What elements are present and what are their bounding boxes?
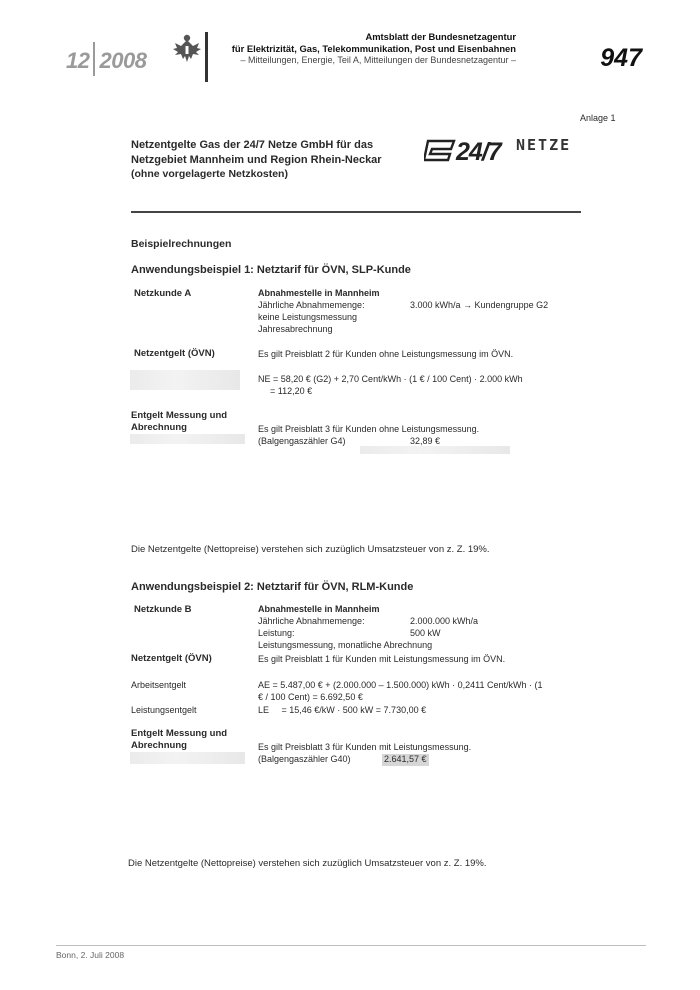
issue-number: 12 bbox=[66, 48, 90, 73]
footer-rule bbox=[56, 945, 646, 946]
footer-place-date: Bonn, 2. Juli 2008 bbox=[56, 950, 125, 960]
vat-note-1: Die Netzentgelte (Nettopreise) verstehen sich zuzüglich Umsatzsteuer von z. Z. 19%. bbox=[131, 544, 490, 555]
journal-title-line1: Amtsblatt der Bundesnetzagentur bbox=[365, 31, 516, 42]
example2-consumption-value: 2.000.000 kWh/a bbox=[410, 616, 479, 626]
example1-meter-type: (Balgengaszähler G4) bbox=[258, 436, 346, 446]
example2-meter-type: (Balgengaszähler G40) bbox=[258, 754, 351, 764]
netze-logo bbox=[424, 134, 584, 172]
example2-metering-text: Es gilt Preisblatt 3 für Kunden mit Leistungsmessung. bbox=[258, 742, 472, 752]
example1-no-metering: keine Leistungsmessung bbox=[258, 312, 358, 322]
example1-heading: Anwendungsbeispiel 1: Netztarif für ÖVN, SLP-Kunde bbox=[131, 264, 411, 276]
page-number: 947 bbox=[600, 44, 642, 72]
document-title-line2: Netzgebiet Mannheim und Region Rhein-Neckar bbox=[131, 154, 382, 166]
document-title-line3: (ohne vorgelagerte Netzkosten) bbox=[131, 168, 288, 180]
example1-metering-label-line2: Abrechnung bbox=[131, 422, 187, 433]
example1-site: Abnahmestelle in Mannheim bbox=[258, 288, 380, 298]
example1-formula-line2: = 112,20 € bbox=[270, 386, 313, 396]
example2-power-fee-label: Leistungsentgelt bbox=[131, 705, 197, 715]
example1-consumption-value: 3.000 kWh/a → Kundengruppe G2 bbox=[410, 300, 549, 310]
example2-metering-billing: Leistungsmessung, monatliche Abrechnung bbox=[258, 640, 433, 650]
issue-label bbox=[66, 42, 146, 76]
example2-power-value: 500 kW bbox=[410, 628, 441, 638]
example2-power-label: Leistung: bbox=[258, 628, 295, 638]
netze-logo-mark-icon bbox=[424, 138, 458, 164]
redacted-area bbox=[130, 752, 245, 764]
example2-power-formula: LE = 15,46 €/kW · 500 kW = 7.730,00 € bbox=[258, 705, 427, 715]
issue-divider bbox=[93, 42, 95, 76]
example1-billing: Jahresabrechnung bbox=[258, 324, 333, 334]
example1-customer-label: Netzkunde A bbox=[134, 288, 192, 299]
example2-heading: Anwendungsbeispiel 2: Netztarif für ÖVN, RLM-Kunde bbox=[131, 581, 414, 593]
redacted-area bbox=[130, 370, 240, 390]
journal-subtitle: – Mitteilungen, Energie, Teil A, Mitteilungen der Bundesnetzagentur – bbox=[240, 55, 516, 65]
example2-customer-label: Netzkunde B bbox=[134, 604, 192, 615]
journal-title bbox=[206, 31, 516, 55]
example2-metering-label-line1: Entgelt Messung und bbox=[131, 728, 228, 739]
netze-logo-word: NETZE bbox=[516, 136, 572, 154]
vat-note-2: Die Netzentgelte (Nettopreise) verstehen sich zuzüglich Umsatzsteuer von z. Z. 19%. bbox=[128, 858, 487, 869]
example1-metering-label-line1: Entgelt Messung und bbox=[131, 410, 228, 421]
document-title bbox=[131, 138, 431, 168]
example2-work-formula-line1: AE = 5.487,00 € + (2.000.000 – 1.500.000) kWh · 0,2411 Cent/kWh · (1 bbox=[258, 680, 543, 690]
example1-metering-text: Es gilt Preisblatt 3 für Kunden ohne Leistungsmessung. bbox=[258, 424, 480, 434]
example1-consumption-label: Jährliche Abnahmemenge: bbox=[258, 300, 365, 310]
example2-fee-text: Es gilt Preisblatt 1 für Kunden mit Leistungsmessung im ÖVN. bbox=[258, 654, 506, 664]
example2-consumption-label: Jährliche Abnahmemenge: bbox=[258, 616, 365, 626]
document-title-line1: Netzentgelte Gas der 24/7 Netze GmbH für das bbox=[131, 139, 374, 151]
issue-year: 2008 bbox=[99, 48, 147, 73]
title-rule bbox=[131, 211, 581, 213]
journal-title-line2: für Elektrizität, Gas, Telekommunikation, Post und Eisenbahnen bbox=[231, 43, 516, 54]
example2-fee-label: Netzentgelt (ÖVN) bbox=[131, 653, 212, 664]
example1-fee-label: Netzentgelt (ÖVN) bbox=[134, 348, 215, 359]
section-heading: Beispielrechnungen bbox=[131, 238, 232, 250]
redacted-area bbox=[360, 446, 510, 454]
example2-meter-price: 2.641,57 € bbox=[384, 754, 427, 764]
example2-site: Abnahmestelle in Mannheim bbox=[258, 604, 380, 614]
annex-label: Anlage 1 bbox=[580, 113, 616, 123]
redacted-area bbox=[130, 434, 245, 444]
example1-fee-text: Es gilt Preisblatt 2 für Kunden ohne Leistungsmessung im ÖVN. bbox=[258, 349, 514, 359]
example2-work-formula-line2: € / 100 Cent) = 6.692,50 € bbox=[258, 692, 363, 702]
example2-metering-label-line2: Abrechnung bbox=[131, 740, 187, 751]
netze-logo-number: 24/7 bbox=[456, 138, 501, 166]
example2-work-label: Arbeitsentgelt bbox=[131, 680, 187, 690]
example1-meter-price: 32,89 € bbox=[410, 436, 441, 446]
example1-formula-line1: NE = 58,20 € (G2) + 2,70 Cent/kWh · (1 € / 100 Cent) · 2.000 kWh bbox=[258, 374, 523, 384]
